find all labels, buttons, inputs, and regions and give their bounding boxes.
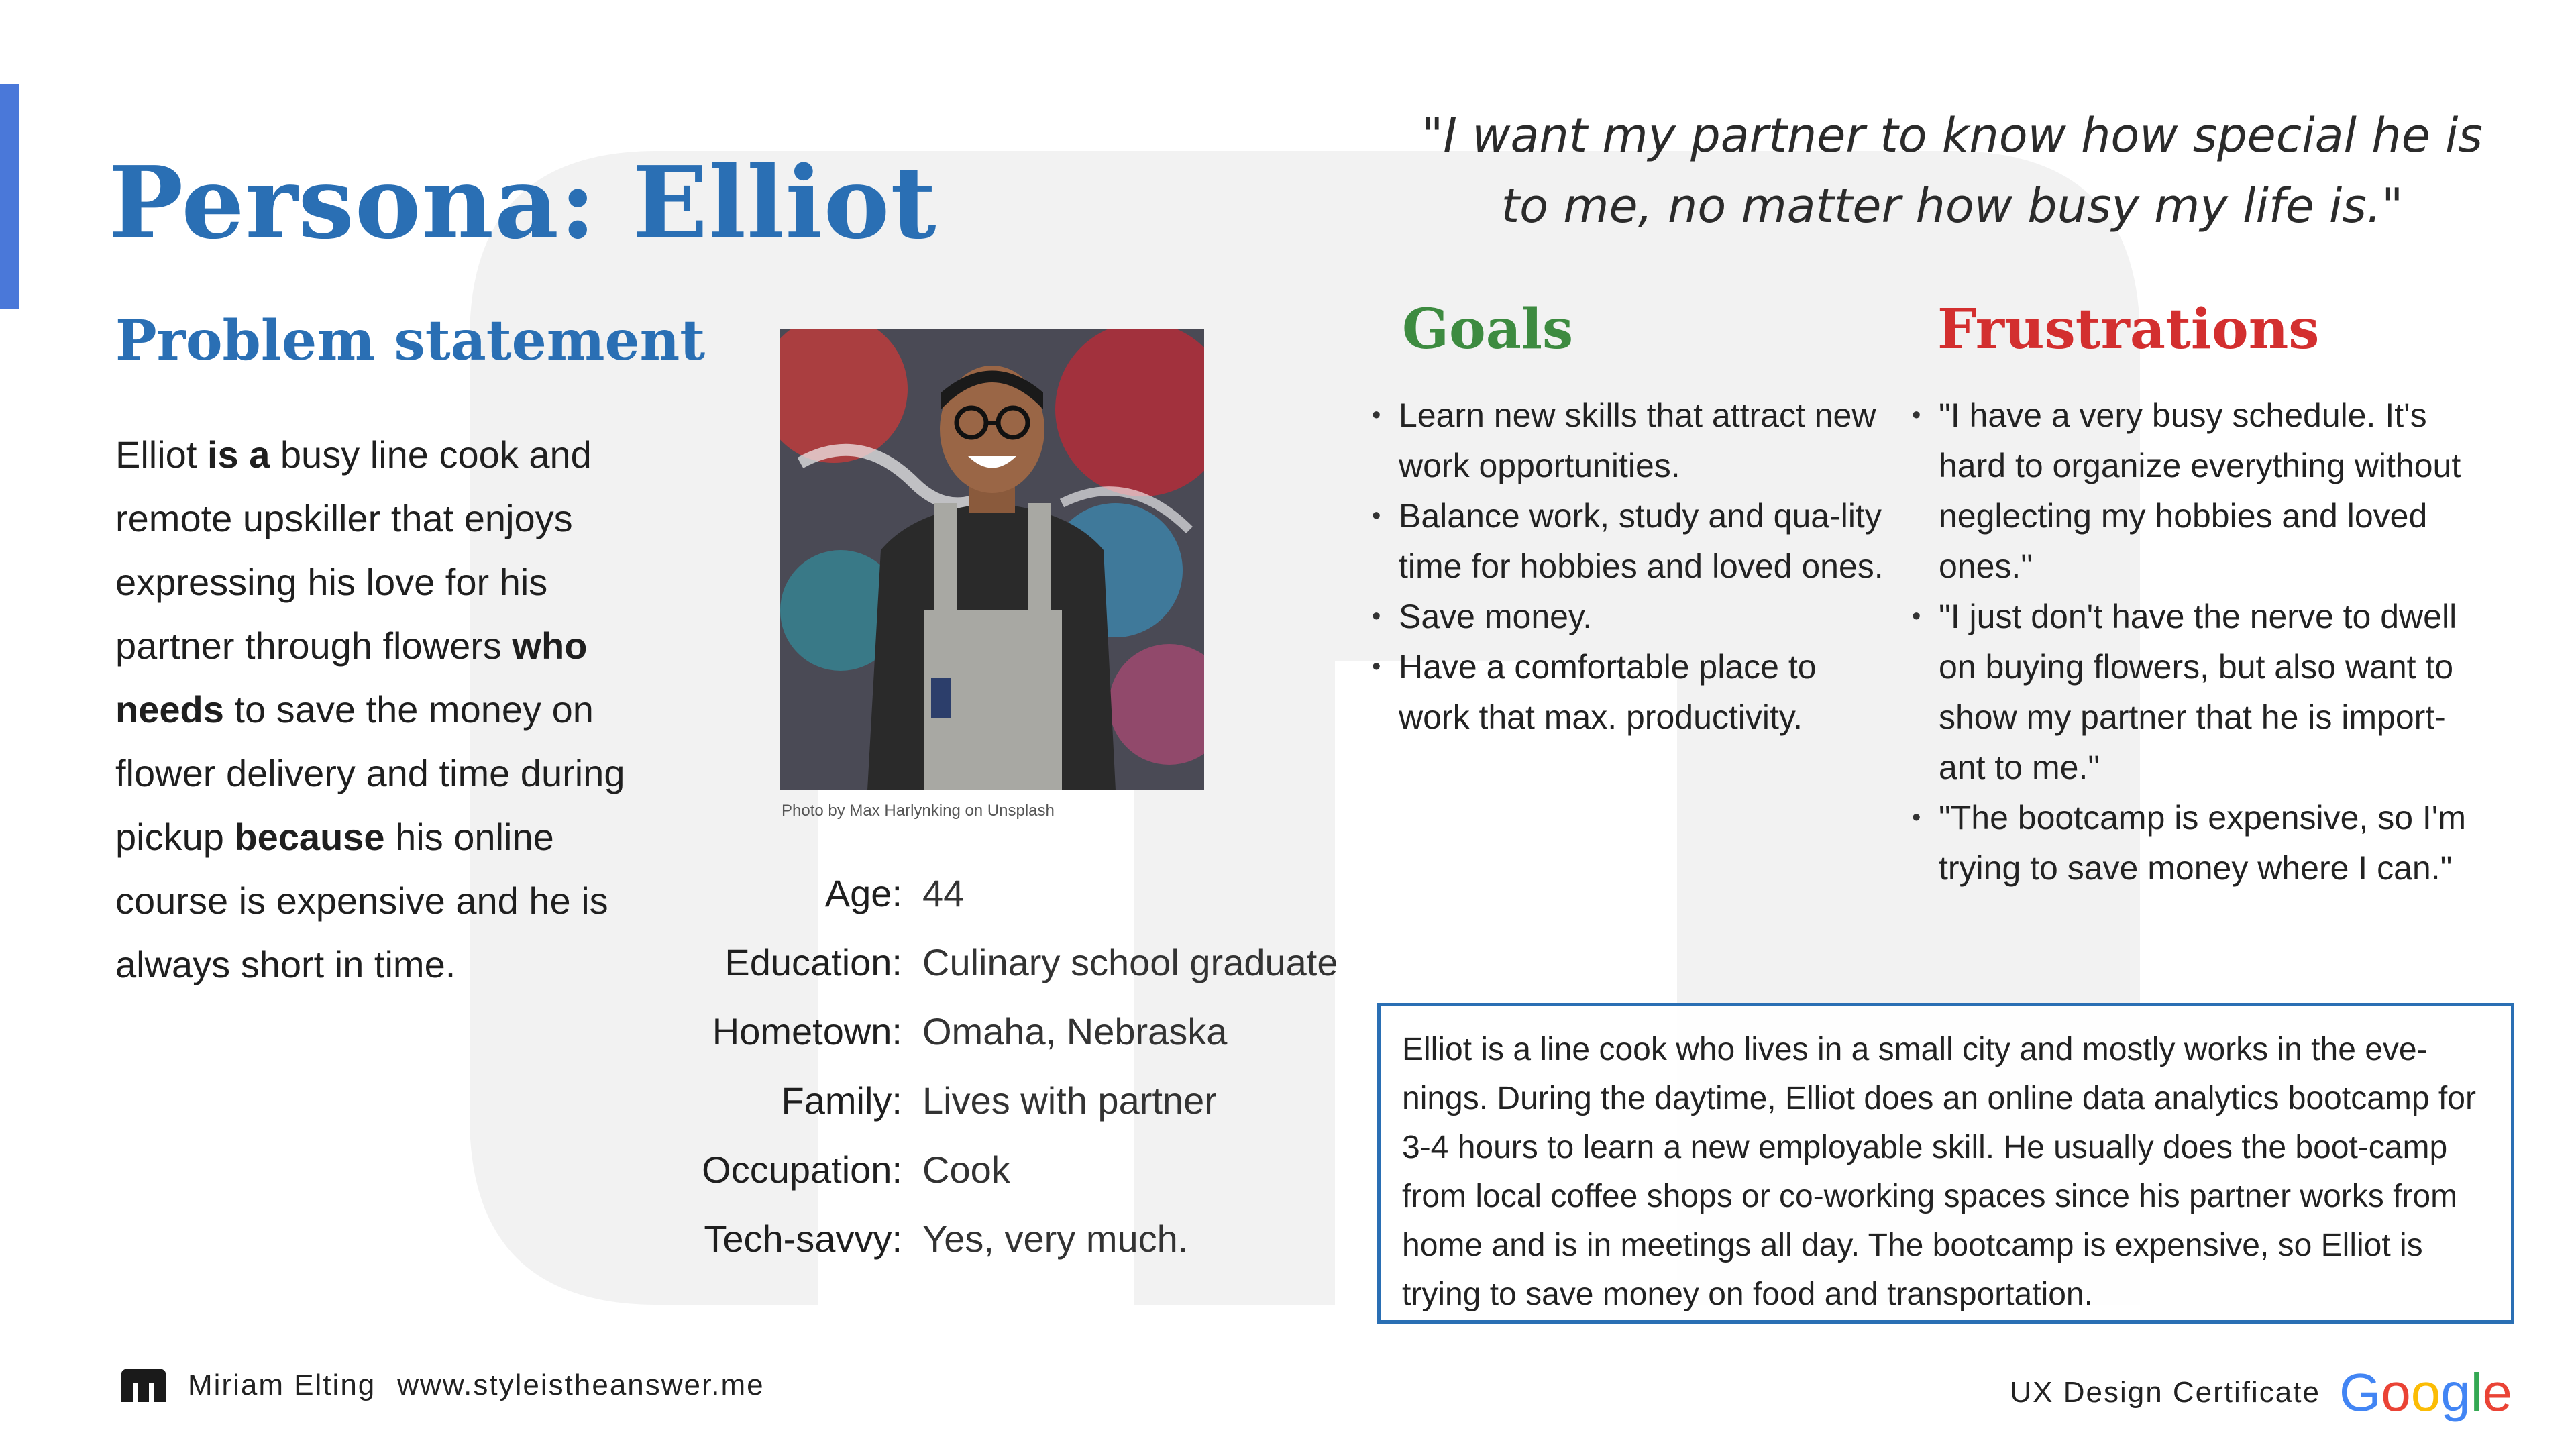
persona-photo [780,329,1204,790]
problem-segment: to save the money on flower delivery and time during pickup [115,688,625,858]
list-item: • "I just don't have the nerve to dwell on buying flowers, but also want to show my partner that he is import-ant to me." [1912,592,2489,793]
problem-statement-heading: Problem statement [115,309,706,373]
problem-statement-text [115,423,639,996]
list-item: • Have a comfortable place to work that max. productivity. [1372,642,1895,743]
fact-value: Culinary school graduate [922,941,1338,983]
problem-segment: his online course is expensive and he is always short in time. [115,816,608,985]
list-item: • Balance work, study and qua-lity time for hobbies and loved ones. [1372,491,1895,592]
persona-facts [664,859,1375,1273]
author-name: Miriam Elting [188,1368,376,1401]
fact-row-tech-savvy [664,1204,1375,1273]
goals-list [1372,390,1895,743]
fact-value: Yes, very much. [922,1218,1189,1260]
fact-row-education [664,928,1375,997]
fact-value: Lives with partner [922,1079,1217,1122]
accent-bar [0,84,19,309]
google-letter: l [2470,1362,2483,1422]
fact-row-occupation [664,1135,1375,1204]
google-letter: e [2482,1362,2512,1422]
page-title: Persona: Elliot [109,144,937,261]
frustrations-list [1912,390,2489,894]
persona-bio: Elliot is a line cook who lives in a small city and mostly works in the eve-nings. During the daytime, Elliot does an online data analytics bootcamp for 3-4 hours to learn a new employable skill. He usually does the boot-camp from local coffee shops or co-working spaces since his partner works from home and is in meetings all day. The bootcamp is expensive, so Elliot is trying to save money on food and transportation. [1377,1003,2514,1324]
fact-label: Education: [724,941,902,983]
goals-heading: Goals [1402,297,1574,362]
google-logo [2339,1362,2512,1424]
fact-value: Omaha, Nebraska [922,1010,1228,1053]
google-letter: o [2381,1362,2411,1422]
list-item: • Learn new skills that attract new work opportunities. [1372,390,1895,491]
fact-label: Hometown: [712,1010,902,1053]
fact-row-hometown [664,997,1375,1066]
fact-row-age [664,859,1375,928]
fact-value: Cook [922,1148,1010,1191]
problem-emphasis: because [234,816,385,858]
problem-emphasis: who needs [115,625,588,731]
persona-quote: "I want my partner to know how special he is to me, no matter how busy my life is." [1421,108,2483,233]
fact-label: Family: [781,1079,902,1122]
list-item: • "I have a very busy schedule. It's hard to organize everything without neglecting my hobbies and loved ones." [1912,390,2489,592]
certificate-label: UX Design Certificate [2010,1376,2320,1409]
problem-segment: busy line cook and remote upskiller that enjoys expressing his love for his partner through flowers [115,433,592,667]
fact-row-family [664,1066,1375,1135]
fact-label: Age: [824,872,902,914]
frustrations-heading: Frustrations [1937,297,2320,362]
fact-label: Tech-savvy: [704,1218,902,1260]
footer-certificate [2010,1362,2512,1424]
footer-author [121,1368,765,1402]
list-item: • Save money. [1372,592,1895,642]
google-letter: G [2339,1362,2381,1422]
google-letter: g [2440,1362,2471,1422]
fact-label: Occupation: [702,1148,902,1191]
google-letter: o [2410,1362,2441,1422]
author-website-link[interactable]: www.styleistheanswer.me [397,1368,765,1401]
problem-segment: Elliot [115,433,207,476]
fact-value: 44 [922,872,965,914]
list-item: • "The bootcamp is expensive, so I'm trying to save money where I can." [1912,793,2489,894]
author-logo-icon [121,1368,166,1402]
photo-credit: Photo by Max Harlynking on Unsplash [782,802,1055,820]
problem-emphasis: is a [207,433,270,476]
